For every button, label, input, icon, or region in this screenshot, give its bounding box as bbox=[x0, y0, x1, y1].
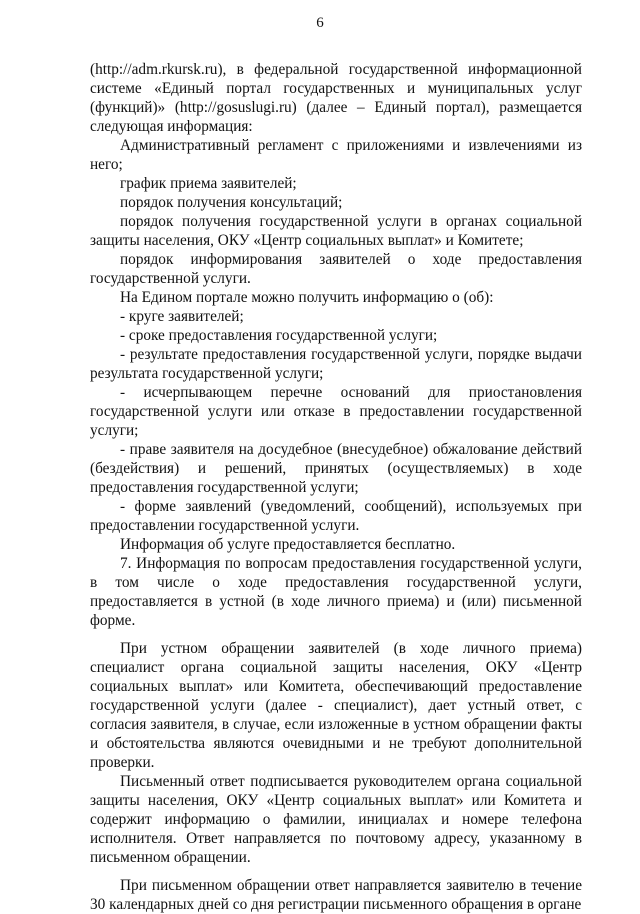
list-item-suspension-grounds: - исчерпывающем перечне оснований для приостановления государственной услуги или отказе в предоставлении государственной услуги; bbox=[90, 384, 582, 439]
paragraph-section-7: 7. Информация по вопросам предоставления государственной услуги, в том числе о ходе предоставления государственной услуги, предоставляется в устной (в ходе личного приема) и (или) письменной форме. bbox=[90, 555, 582, 629]
paragraph-portal-info-intro: На Едином портале можно получить информацию о (об): bbox=[120, 289, 494, 306]
paragraph-oral-request: При устном обращении заявителей (в ходе личного приема) специалист органа социальной защиты населения, ОКУ «Центр социальных выплат» или Комитета, обеспечивающий предоставление государственной услуги (далее - специалист), дает устный ответ, с согласия заявителя, в случае, если изложенные в устном обращении факты и обстоятельства являются очевидными и не требуют дополнительной проверки. bbox=[90, 640, 582, 771]
paragraph-written-answer: Письменный ответ подписывается руководителем органа социальной защиты населения, ОКУ «Центр социальных выплат» или Комитета и содержит информацию о фамилии, инициалах и номере телефона исполнителя. Ответ направляется по почтовому адресу, указанному в письменном обращении. bbox=[90, 773, 582, 866]
document-body bbox=[90, 60, 582, 914]
paragraph-website-links: (http://adm.rkursk.ru), в федеральной государственной информационной системе «Единый портал государственных и муниципальных услуг (функций)» (http://gosuslugi.ru) (далее – Единый портал), размещается следующая информация: bbox=[90, 61, 582, 135]
paragraph-informing-procedure: порядок информирования заявителей о ходе предоставления государственной услуги. bbox=[90, 251, 582, 287]
paragraph-written-request: При письменном обращении ответ направляется заявителю в течение 30 календарных дней со дня регистрации письменного обращения в органе bbox=[90, 877, 582, 913]
list-item-application-forms: - форме заявлений (уведомлений, сообщений), используемых при предоставлении государственной услуги. bbox=[90, 498, 582, 534]
list-item-appeal-right: - праве заявителя на досудебное (внесудебное) обжалование действий (бездействия) и решений, принятых (осуществляемых) в ходе предоставления государственной услуги; bbox=[90, 441, 582, 496]
paragraph-reception-schedule: график приема заявителей; bbox=[120, 175, 297, 192]
paragraph-consultation-procedure: порядок получения консультаций; bbox=[120, 194, 343, 211]
list-item-applicants: - круге заявителей; bbox=[120, 308, 244, 325]
paragraph-admin-regulation: Административный регламент с приложениями и извлечениями из него; bbox=[90, 137, 582, 173]
page-number: 6 bbox=[316, 15, 324, 31]
list-item-service-result: - результате предоставления государственной услуги, порядке выдачи результата государственной услуги; bbox=[90, 346, 582, 382]
list-item-service-term: - сроке предоставления государственной услуги; bbox=[120, 327, 438, 344]
paragraph-service-procedure: порядок получения государственной услуги в органах социальной защиты населения, ОКУ «Центр социальных выплат» и Комитете; bbox=[90, 213, 582, 249]
paragraph-free-service: Информация об услуге предоставляется бесплатно. bbox=[120, 536, 456, 553]
